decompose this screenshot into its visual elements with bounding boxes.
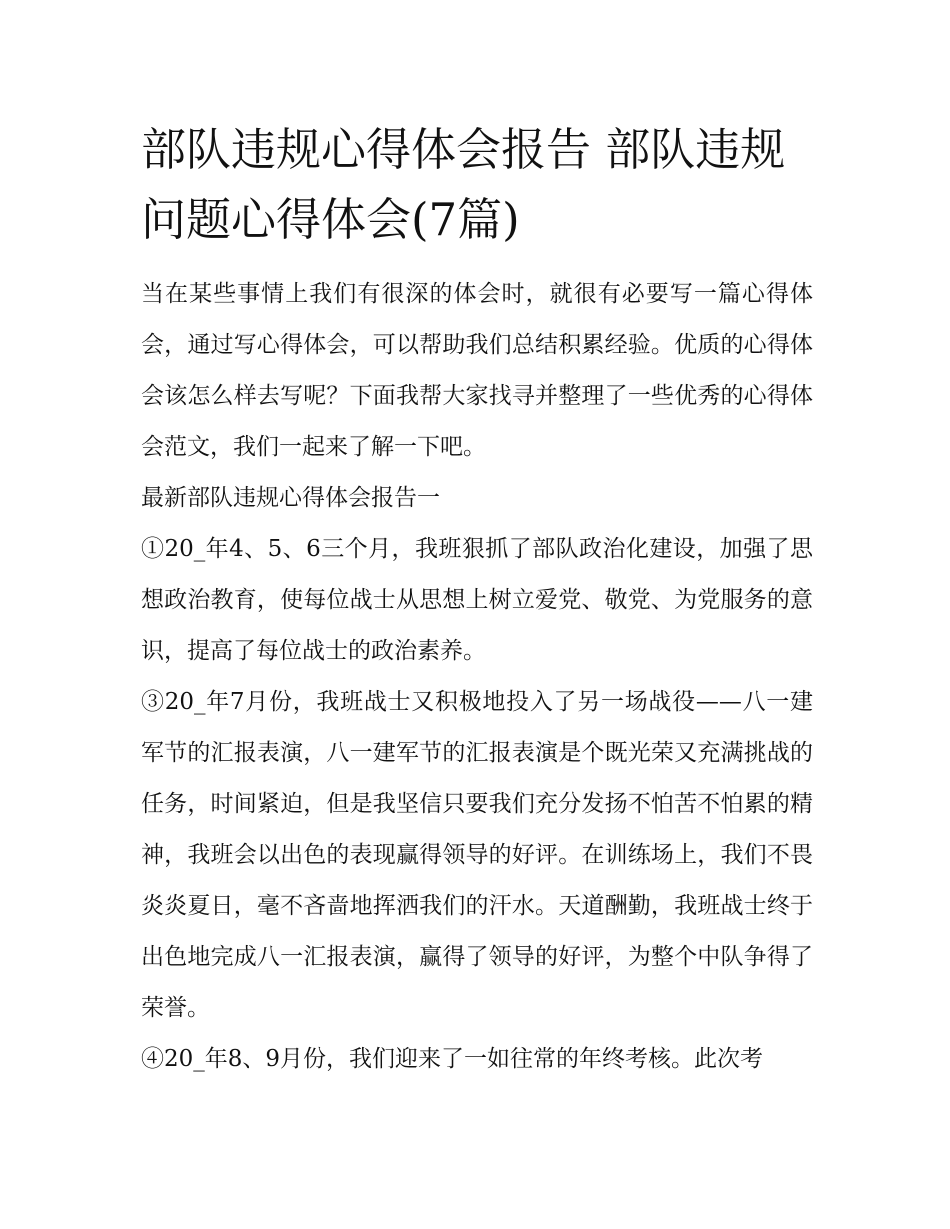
intro-paragraph: 当在某些事情上我们有很深的体会时，就很有必要写一篇心得体会，通过写心得体会，可以帮助我们总结积累经验。优质的心得体会该怎么样去写呢？下面我帮大家找寻并整理了一些优秀的心得体会范文，我们一起来了解一下吧。 [141,281,813,460]
item-paragraph-4: ④20_年8、9月份，我们迎来了一如往常的年终考核。此次考 [141,1046,764,1072]
document-title: 部队违规心得体会报告 部队违规问题心得体会(7篇) [141,123,786,246]
item-paragraph-3: ③20_年7月份，我班战士又积极地投入了另一场战役——八一建军节的汇报表演，八一建军节的汇报表演是个既光荣又充满挑战的任务，时间紧迫，但是我坚信只要我们充分发扬不怕苦不怕累的精神，我班会以出色的表现赢得领导的好评。在训练场上，我们不畏炎炎夏日，毫不吝啬地挥洒我们的汗水。天道酬勤，我班战士终于出色地完成八一汇报表演，赢得了领导的好评，为整个中队争得了荣誉。 [141,689,813,1021]
section-heading: 最新部队违规心得体会报告一 [141,485,440,511]
document-body [141,115,813,1085]
item-paragraph-1: ①20_年4、5、6三个月，我班狠抓了部队政治化建设，加强了思想政治教育，使每位战士从思想上树立爱党、敬党、为党服务的意识，提高了每位战士的政治素养。 [141,536,813,664]
